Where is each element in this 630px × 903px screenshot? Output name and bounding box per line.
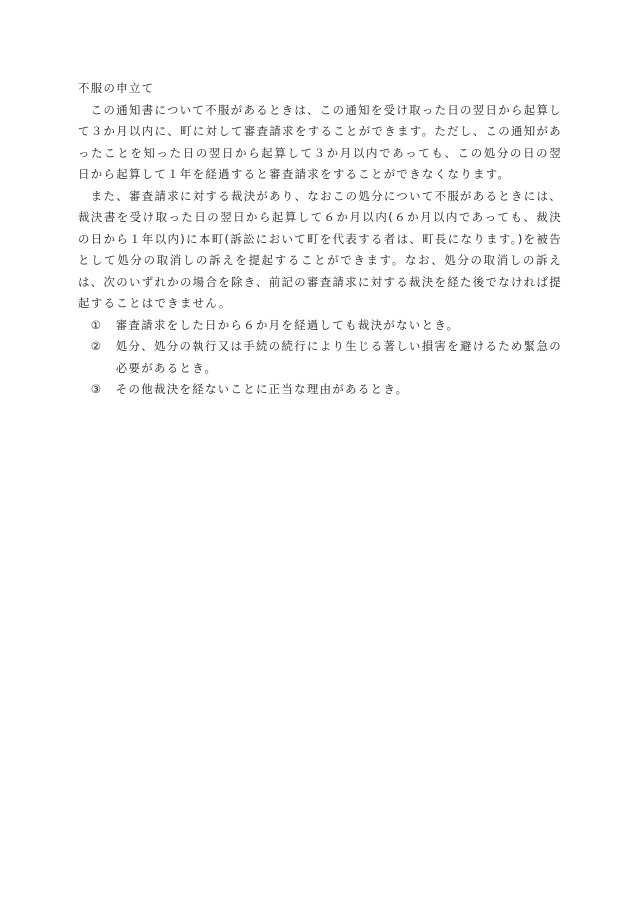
exception-list bbox=[78, 315, 562, 401]
list-item bbox=[78, 379, 562, 401]
list-item bbox=[78, 336, 562, 379]
section-heading: 不服の申立て bbox=[78, 81, 155, 95]
list-item-text: 審査請求をした日から６か月を経過しても裁決がないとき。 bbox=[115, 317, 460, 332]
paragraph-review-request: この通知書について不服があるときは、この通知を受け取った日の翌日から起算して３か月以内に、町に対して審査請求をすることができます。ただし、この通知があったことを知った日の翌日から起算して３か月以内であっても、この処分の日の翌日から起算して１年を経過すると審査請求をすることができなくなります。 bbox=[78, 102, 562, 181]
list-item bbox=[78, 315, 562, 337]
list-item-text: その他裁決を経ないことに正当な理由があるとき。 bbox=[115, 382, 409, 396]
document-page bbox=[78, 78, 562, 401]
list-item-text: 処分、処分の執行又は手続の続行により生じる著しい損害を避けるため緊急の必要があるとき。 bbox=[115, 339, 562, 375]
paragraph-revocation-suit: また、審査請求に対する裁決があり、なおこの処分について不服があるときには、裁決書を受け取った日の翌日から起算して６か月以内(６か月以内であっても、裁決の日から１年以内)に本町(訴訟において町を代表する者は、町長になります。)を被告として処分の取消しの訴えを提起することができます。なお、処分の取消しの訴えは、次のいずれかの場合を除き、前記の審査請求に対する裁決を経た後でなければ提起することはできません。 bbox=[78, 188, 562, 310]
list-marker: ③ bbox=[90, 382, 103, 396]
list-marker: ② bbox=[90, 339, 103, 353]
list-marker: ① bbox=[90, 317, 103, 332]
